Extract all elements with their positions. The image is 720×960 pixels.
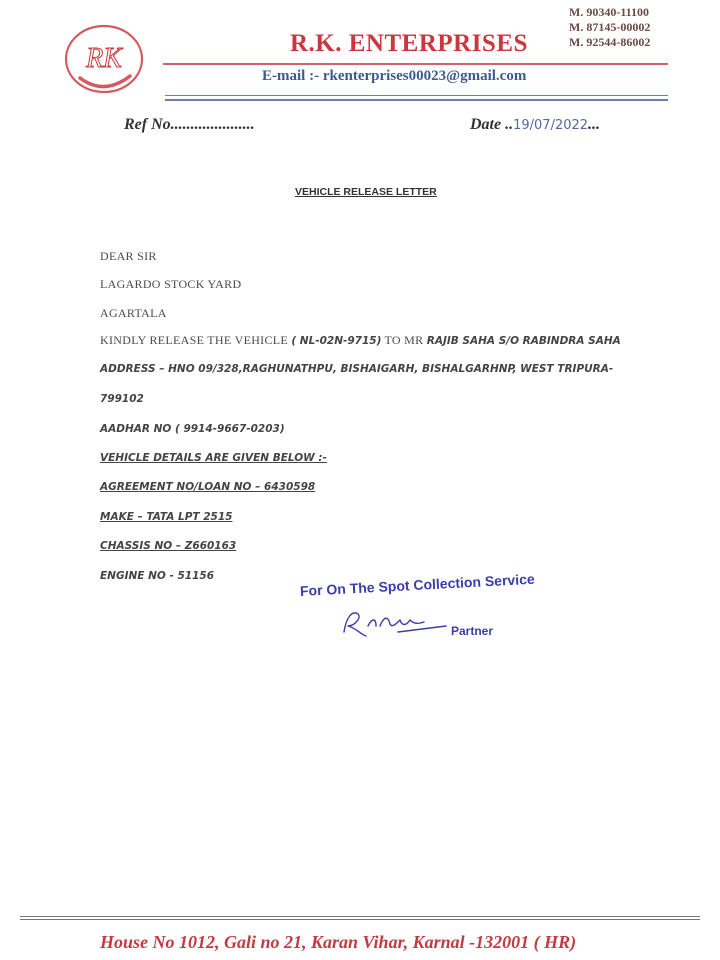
footer-divider [20, 919, 700, 920]
phone-number: M. 87145-00002 [569, 20, 651, 34]
partner-signature [340, 604, 450, 640]
recipient-name: RAJIB SAHA S/O RABINDRA SAHA [426, 335, 621, 347]
recipient-pincode: 799102 [100, 393, 144, 405]
company-name: R.K. ENTERPRISES [290, 30, 528, 57]
header-divider-blue [165, 95, 668, 96]
date-suffix: ... [588, 116, 601, 133]
ref-dots: ..................... [170, 116, 255, 133]
header-divider-red [163, 63, 668, 65]
addressee-line: LAGARDO STOCK YARD [100, 277, 242, 291]
phone-numbers [569, 5, 650, 50]
phone-number: M. 92544-86002 [569, 35, 651, 49]
date-label: Date [470, 116, 502, 133]
email-line: E-mail :- rkenterprises00023@gmail.com [262, 68, 527, 84]
release-mid: TO MR [381, 333, 427, 347]
footer-divider [20, 916, 700, 917]
header-divider-blue [165, 99, 668, 101]
addressee-line: AGARTALA [100, 306, 167, 320]
company-stamp: For On The Spot Collection Service [299, 570, 536, 599]
ref-number-line [124, 116, 255, 134]
ref-label: Ref No [124, 116, 171, 133]
details-heading: VEHICLE DETAILS ARE GIVEN BELOW :- [100, 452, 327, 464]
footer-address: House No 1012, Gali no 21, Karan Vihar, Karnal -132001 ( HR) [100, 932, 577, 952]
phone-number: M. 90340-11100 [569, 5, 649, 19]
release-instruction [100, 333, 621, 348]
partner-label: Partner [451, 624, 494, 638]
date-line [470, 116, 600, 134]
salutation: DEAR SIR [100, 249, 157, 263]
vehicle-number: ( NL-02N-9715) [291, 335, 382, 347]
vehicle-make: MAKE – TATA LPT 2515 [100, 511, 233, 523]
engine-number: ENGINE NO - 51156 [100, 570, 215, 582]
release-prefix: KINDLY RELEASE THE VEHICLE [100, 333, 292, 347]
svg-text:RK: RK [86, 43, 122, 74]
chassis-number: CHASSIS NO – Z660163 [100, 540, 237, 552]
agreement-number: AGREEMENT NO/LOAN NO – 6430598 [100, 481, 316, 493]
aadhar-number: AADHAR NO ( 9914-9667-0203) [100, 423, 285, 435]
recipient-address: ADDRESS – HNO 09/328,RAGHUNATHPU, BISHAIGARH, BISHALGARHNP, WEST TRIPURA- [100, 363, 614, 375]
company-logo [60, 20, 148, 98]
letter-title: VEHICLE RELEASE LETTER [295, 186, 437, 198]
date-prefix: .. [501, 116, 514, 133]
date-value: 19/07/2022 [513, 118, 589, 133]
